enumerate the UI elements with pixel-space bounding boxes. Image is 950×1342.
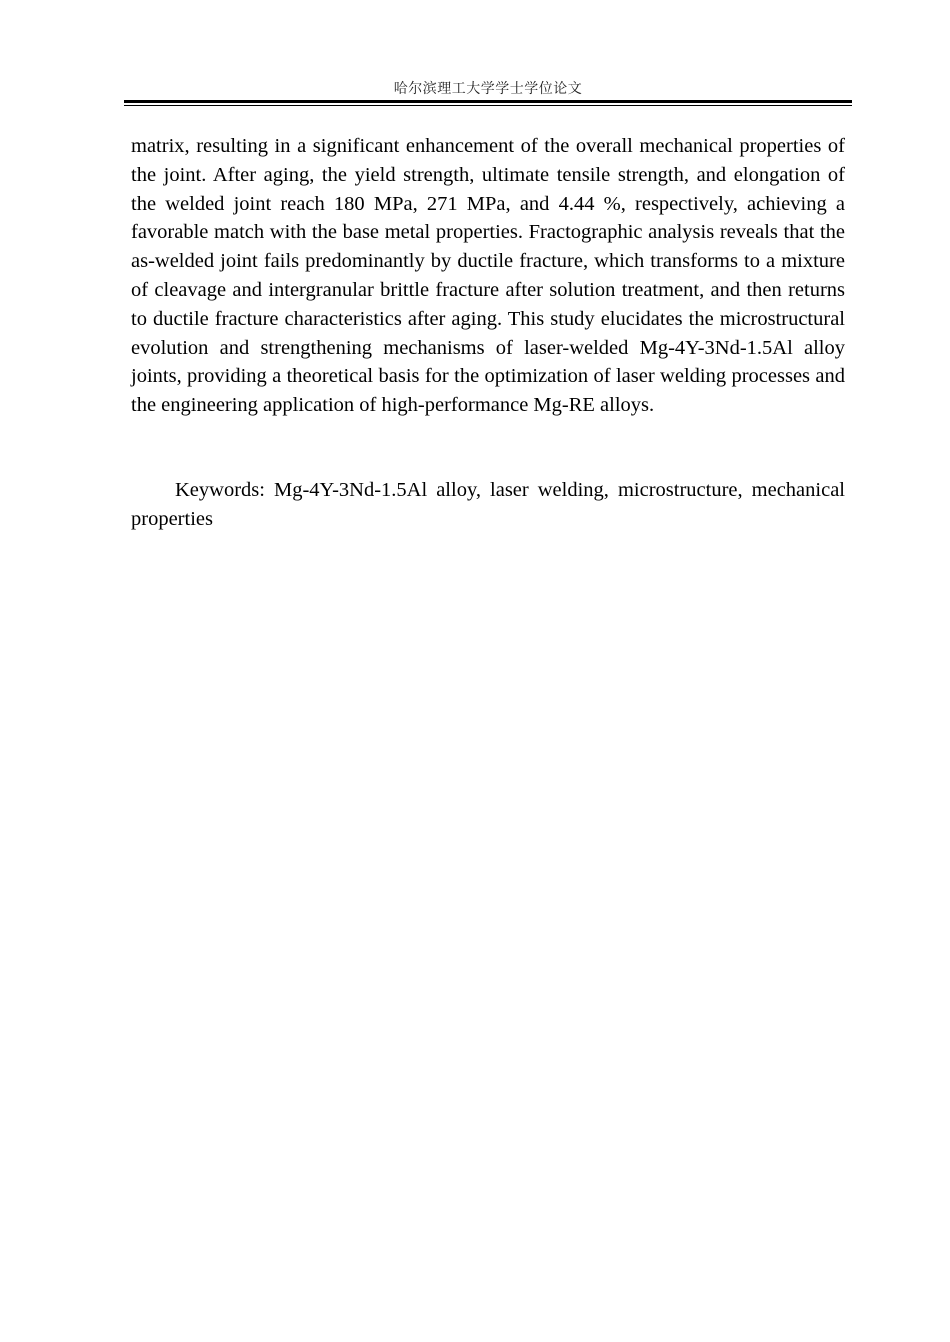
header-rule-thick xyxy=(124,100,852,103)
header-rule-thin xyxy=(124,105,852,106)
running-header-title: 哈尔滨理工大学学士学位论文 xyxy=(393,81,583,97)
abstract-paragraph: matrix, resulting in a significant enhancement of the overall mechanical properties of the joint. After aging, the yield strength, ultimate tensile strength, and elongation of the welded joint reach 180 MPa, 271 MPa, and 4.44 %, respectively, achieving a favorable match with the base metal properties. Fractographic analysis reveals that the as-welded joint fails predominantly by ductile fracture, which transforms to a mixture of cleavage and intergranular brittle fracture after solution treatment, and then returns to ductile fracture characteristics after aging. This study elucidates the microstructural evolution and strengthening mechanisms of laser-welded Mg-4Y-3Nd-1.5Al alloy joints, providing a theoretical basis for the optimization of laser welding processes and the engineering application of high-performance Mg-RE alloys. xyxy=(131,135,845,417)
keywords-line: Keywords: Mg-4Y-3Nd-1.5Al alloy, laser welding, microstructure, mechanical properties xyxy=(131,479,845,530)
